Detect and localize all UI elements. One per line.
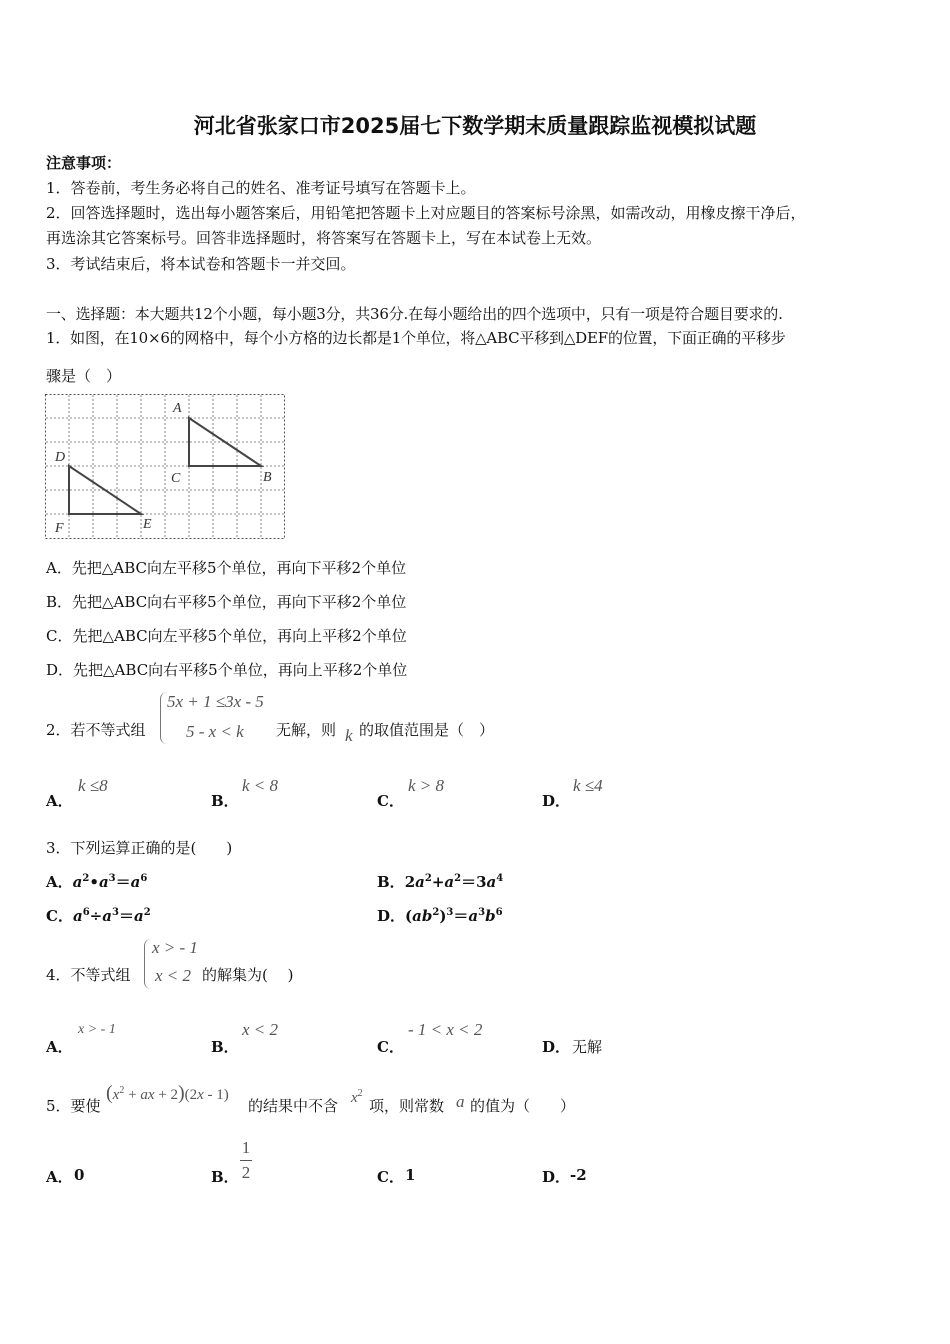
q4-suffix: 的解集为( ) <box>202 966 294 984</box>
q2-system-line1: 5x + 1 ≤3x - 5 <box>167 692 264 711</box>
section-heading: 一、选择题：本大题共12个小题，每小题3分，共36分.在每小题给出的四个选项中，只有一项是符合题目要求的. <box>46 305 783 323</box>
q5-option-d-label: D． <box>542 1168 571 1186</box>
q3-option-c: C．$a^6\div a^3=a^2$ <box>46 907 151 925</box>
q5-var: a <box>456 1092 465 1111</box>
q4-option-b-label: B． <box>211 1038 239 1056</box>
q5-option-d-text: -2 <box>570 1166 587 1184</box>
q4-option-a-label: A． <box>46 1038 73 1056</box>
q2-brace <box>160 692 167 744</box>
label-e: E <box>143 517 152 532</box>
label-b: B <box>263 470 272 485</box>
q4-option-b-math: x < 2 <box>242 1020 279 1039</box>
q1-grid-figure <box>45 394 286 544</box>
q1-option-c: C．先把△ABC向左平移5个单位，再向上平移2个单位 <box>46 627 407 645</box>
q5-expression: ($x^2$ + ax + 2)(2x - 1) <box>106 1082 229 1104</box>
q2-system-line2: 5 - x < k <box>186 722 244 741</box>
q5-option-b-fraction <box>240 1138 252 1183</box>
q3-stem: 3．下列运算正确的是( ) <box>46 839 233 857</box>
q5-prefix: 5．要使 <box>46 1097 101 1115</box>
q4-option-d-text: 无解 <box>572 1038 603 1056</box>
q3-option-b: B．$2a^2+a^2=3a^4$ <box>377 873 504 891</box>
page-title: 河北省张家口市2025届七下数学期末质量跟踪监视模拟试题 <box>193 114 757 138</box>
q4-system-line2: x < 2 <box>155 966 192 985</box>
q5-suffix: 的值为（ ） <box>470 1097 576 1115</box>
q4-option-d-label: D． <box>542 1038 571 1056</box>
q3-option-b-label: B． <box>377 873 405 891</box>
q3-option-a: A．$a^2•a^3=a^6$ <box>46 873 148 891</box>
q4-system-line1: x > - 1 <box>152 938 198 957</box>
q2-option-d-math: k ≤4 <box>573 776 603 795</box>
notice-heading: 注意事项： <box>46 154 122 172</box>
q2-option-d-label: D． <box>542 792 571 810</box>
notice-item-2-cont: 再选涂其它答案标号。回答非选择题时，将答案写在答题卡上，写在本试卷上无效。 <box>46 229 602 247</box>
q5-option-a-label: A． <box>46 1168 73 1186</box>
label-d: D <box>55 450 66 465</box>
q2-option-a-label: A． <box>46 792 73 810</box>
q2-option-b-math: k < 8 <box>242 776 279 795</box>
q1-option-b: B．先把△ABC向右平移5个单位，再向下平移2个单位 <box>46 593 407 611</box>
q1-stem: 1．如图，在10×6的网格中，每个小方格的边长都是1个单位，将△ABC平移到△DEF的位置，下面正确的平移步 <box>46 329 786 347</box>
q2-mid: 无解，则 <box>276 721 337 739</box>
fraction-bar <box>240 1160 252 1161</box>
q4-option-c-label: C． <box>377 1038 404 1056</box>
q2-prefix: 2．若不等式组 <box>46 721 146 739</box>
q2-option-b-label: B． <box>211 792 239 810</box>
q3-option-a-label: A． <box>46 873 73 891</box>
q1-option-a: A．先把△ABC向左平移5个单位，再向下平移2个单位 <box>46 559 407 577</box>
q4-brace <box>144 939 151 989</box>
q5-option-c-text: 1 <box>405 1166 416 1184</box>
q4-option-a-math: x > - 1 <box>78 1022 116 1037</box>
notice-item-2: 2．回答选择题时，选出每小题答案后，用铅笔把答题卡上对应题目的答案标号涂黑，如需改动，用橡皮擦干净后， <box>46 204 806 222</box>
q5-option-a-text: 0 <box>74 1166 85 1184</box>
q2-option-a-math: k ≤8 <box>78 776 108 795</box>
q2-var: k <box>345 726 353 745</box>
q5-mid2: 项，则常数 <box>369 1097 445 1115</box>
notice-item-3: 3．考试结束后，将本试卷和答题卡一并交回。 <box>46 255 356 273</box>
q5-option-b-label: B． <box>211 1168 239 1186</box>
label-f: F <box>55 521 64 536</box>
q5-option-c-label: C． <box>377 1168 404 1186</box>
q4-prefix: 4．不等式组 <box>46 966 131 984</box>
label-a: A <box>173 401 182 416</box>
label-c: C <box>171 471 181 486</box>
q1-stem-cont: 骤是（ ） <box>46 367 122 385</box>
q3-option-c-label: C． <box>46 907 73 925</box>
notice-item-1: 1．答卷前，考生务必将自己的姓名、准考证号填写在答题卡上。 <box>46 179 476 197</box>
grid-svg <box>45 394 286 540</box>
q5-x-squared: $x^2$ <box>351 1088 363 1106</box>
fraction-denominator: 2 <box>241 1163 251 1182</box>
q2-option-c-math: k > 8 <box>408 776 445 795</box>
q3-option-d-label: D． <box>377 907 406 925</box>
q4-option-c-math: - 1 < x < 2 <box>408 1020 483 1039</box>
fraction-numerator: 1 <box>241 1138 251 1157</box>
q2-option-c-label: C． <box>377 792 404 810</box>
q2-suffix: 的取值范围是（ ） <box>359 721 495 739</box>
q3-option-d: D．$(ab^2)^3=a^3b^6$ <box>377 907 503 925</box>
q5-mid1: 的结果中不含 <box>248 1097 339 1115</box>
q1-option-d: D．先把△ABC向右平移5个单位，再向上平移2个单位 <box>46 661 408 679</box>
